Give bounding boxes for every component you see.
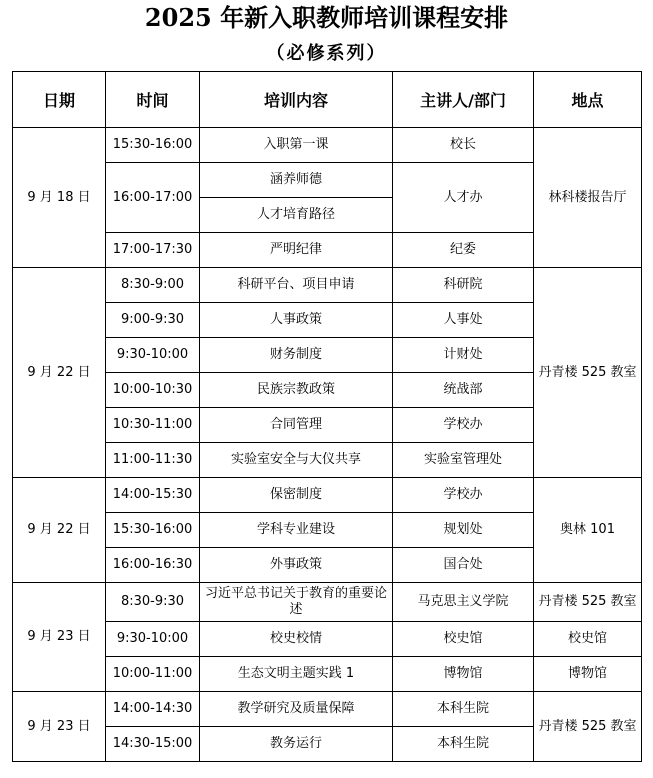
speaker-cell: 本科生院 [393,692,534,727]
time-cell: 10:00-11:00 [106,657,200,692]
content-cell: 实验室安全与大仪共享 [200,443,393,478]
location-cell: 校史馆 [534,622,642,657]
content-cell: 入职第一课 [200,128,393,163]
document-title: 2025 年新入职教师培训课程安排 [144,3,509,32]
time-cell: 14:00-14:30 [106,692,200,727]
speaker-cell: 计财处 [393,338,534,373]
date-cell: 9 月 22 日 [13,478,106,583]
speaker-cell: 博物馆 [393,657,534,692]
content-cell: 民族宗教政策 [200,373,393,408]
speaker-cell: 实验室管理处 [393,443,534,478]
date-cell: 9 月 23 日 [13,583,106,692]
location-cell: 丹青楼 525 教室 [534,268,642,478]
document-subtitle: （必修系列） [266,43,387,64]
speaker-cell: 校长 [393,128,534,163]
content-cell: 生态文明主题实践 1 [200,657,393,692]
content-cell: 涵养师德 [200,163,393,198]
content-cell: 人事政策 [200,303,393,338]
speaker-cell: 学校办 [393,478,534,513]
time-cell: 16:00-17:00 [106,163,200,233]
header-content: 培训内容 [200,72,393,128]
location-cell: 丹青楼 525 教室 [534,583,642,622]
content-cell: 教学研究及质量保障 [200,692,393,727]
content-cell: 严明纪律 [200,233,393,268]
time-cell: 8:30-9:30 [106,583,200,622]
table-row [13,268,642,303]
date-cell: 9 月 23 日 [13,692,106,762]
table-row [13,657,642,692]
date-cell: 9 月 18 日 [13,128,106,268]
time-cell: 10:00-10:30 [106,373,200,408]
content-cell: 保密制度 [200,478,393,513]
content-cell: 人才培育路径 [200,198,393,233]
time-cell: 17:00-17:30 [106,233,200,268]
content-cell: 科研平台、项目申请 [200,268,393,303]
time-cell: 9:00-9:30 [106,303,200,338]
content-cell: 校史校情 [200,622,393,657]
location-cell: 奥林 101 [534,478,642,583]
time-cell: 8:30-9:00 [106,268,200,303]
content-cell: 习近平总书记关于教育的重要论述 [200,583,393,622]
content-cell: 外事政策 [200,548,393,583]
content-cell: 财务制度 [200,338,393,373]
speaker-cell: 人事处 [393,303,534,338]
speaker-cell: 科研院 [393,268,534,303]
schedule-table [12,71,642,762]
speaker-cell: 统战部 [393,373,534,408]
speaker-cell: 纪委 [393,233,534,268]
table-row [13,622,642,657]
date-cell: 9 月 22 日 [13,268,106,478]
time-cell: 15:30-16:00 [106,513,200,548]
speaker-cell: 校史馆 [393,622,534,657]
table-row [13,128,642,163]
speaker-cell: 学校办 [393,408,534,443]
content-cell: 教务运行 [200,727,393,762]
time-cell: 14:30-15:00 [106,727,200,762]
header-speaker: 主讲人/部门 [393,72,534,128]
time-cell: 9:30-10:00 [106,338,200,373]
table-row [13,692,642,727]
header-date: 日期 [13,72,106,128]
location-cell: 丹青楼 525 教室 [534,692,642,762]
time-cell: 14:00-15:30 [106,478,200,513]
content-cell: 合同管理 [200,408,393,443]
speaker-cell: 马克思主义学院 [393,583,534,622]
content-cell: 学科专业建设 [200,513,393,548]
header-location: 地点 [534,72,642,128]
location-cell: 博物馆 [534,657,642,692]
speaker-cell: 国合处 [393,548,534,583]
header-row [13,72,642,128]
time-cell: 16:00-16:30 [106,548,200,583]
time-cell: 11:00-11:30 [106,443,200,478]
table-row [13,478,642,513]
speaker-cell: 本科生院 [393,727,534,762]
time-cell: 9:30-10:00 [106,622,200,657]
table-row [13,583,642,622]
speaker-cell: 人才办 [393,163,534,233]
time-cell: 15:30-16:00 [106,128,200,163]
time-cell: 10:30-11:00 [106,408,200,443]
speaker-cell: 规划处 [393,513,534,548]
header-time: 时间 [106,72,200,128]
location-cell: 林科楼报告厅 [534,128,642,268]
